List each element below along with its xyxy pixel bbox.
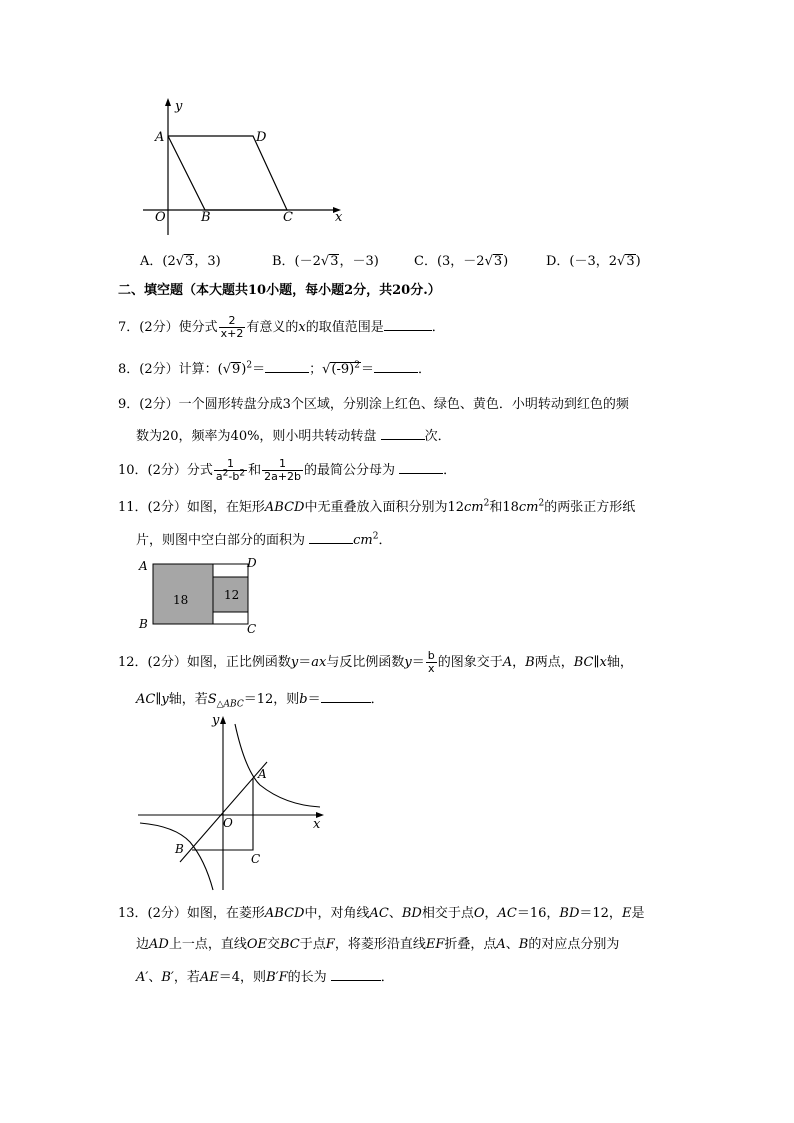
q8-answer-blank-1[interactable] bbox=[265, 360, 309, 373]
label-A: A bbox=[139, 559, 148, 573]
q6-coordinate-figure bbox=[135, 95, 365, 235]
question-11-line-2: 片，则图中空白部分的面积为 $cm^2$． bbox=[136, 531, 392, 548]
label-C: C bbox=[251, 852, 261, 866]
question-13-line-1: 13．(2分）如图，在菱形ABCD中，对角线AC、BD相交于点O，AC＝16，BD＝12，E是 bbox=[118, 906, 645, 921]
y-axis-arrow bbox=[220, 716, 226, 724]
q8-answer-blank-2[interactable] bbox=[374, 360, 418, 373]
label-x: x bbox=[335, 210, 343, 225]
q7-answer-blank[interactable] bbox=[384, 318, 432, 331]
label-y: y bbox=[175, 99, 183, 114]
q10-answer-blank[interactable] bbox=[399, 461, 443, 474]
q6-option-d: D．(－3，2√3) bbox=[546, 254, 641, 269]
q12-answer-blank[interactable] bbox=[321, 690, 371, 703]
question-12-line-2: AC∥y轴，若$S_{\triangle ABC}=12$，则b＝ ． bbox=[136, 692, 384, 710]
label-y: y bbox=[212, 713, 220, 728]
question-8: 8．(2分）计算：$(√9)^2=$ ；$√(-9)^2=$ ． bbox=[118, 360, 431, 377]
question-13-line-2: 边AD上一点，直线OE交BC于点F，将菱形沿直线EF折叠，点A、B的对应点分别为 bbox=[136, 937, 620, 952]
label-O: O bbox=[155, 210, 166, 225]
q9-answer-blank[interactable] bbox=[381, 427, 425, 440]
label-B: B bbox=[139, 617, 148, 631]
label-O: O bbox=[223, 816, 233, 830]
q11-rectangle-figure bbox=[136, 555, 266, 635]
hyperbola-branch-1 bbox=[235, 724, 320, 807]
q13-answer-blank[interactable] bbox=[331, 968, 381, 981]
section-title: 二、填空题（本大题共10小题，每小题2分，共20分.） bbox=[118, 283, 441, 298]
parallelogram-abcd bbox=[168, 136, 287, 210]
q6-option-a: A．(2√3，3) bbox=[140, 254, 221, 269]
label-D: D bbox=[256, 130, 267, 145]
label-A: A bbox=[258, 767, 267, 781]
label-18: 18 bbox=[173, 593, 189, 607]
label-12: 12 bbox=[224, 588, 240, 602]
label-B: B bbox=[201, 210, 211, 225]
question-9-line-2: 数为20，频率为40%，则小明共转动转盘 次． bbox=[136, 429, 451, 444]
q6-option-b: B．(－2√3，－3) bbox=[272, 254, 379, 269]
label-x: x bbox=[313, 817, 321, 832]
question-7: 7．(2分）使分式 $\frac{2}{x+2}$ 有意义的x的取值范围是 ． bbox=[118, 314, 445, 340]
question-12-line-1: 12．(2分）如图，正比例函数y＝ax与反比例函数y＝ $\frac{b}{x}$ 的图象交于A，B两点，BC∥x轴， bbox=[118, 649, 633, 675]
q7-fraction: $\frac{2}{x+2}$ bbox=[220, 314, 244, 340]
q11-answer-blank[interactable] bbox=[309, 531, 353, 544]
q10-fraction-2: $\frac{1}{2a+2b}$ bbox=[264, 457, 302, 483]
question-10: 10．(2分）分式 $\frac{1}{a^2-b^2}$ 和 $\frac{1}{2a+2b}$ 的最简公分母为 ． bbox=[118, 457, 457, 483]
hyperbola-branch-2 bbox=[140, 823, 213, 890]
question-11-line-1: 11．(2分）如图，在矩形ABCD中无重叠放入面积分别为$12cm^2$和$18cm^2$的两张正方形纸 bbox=[118, 498, 636, 515]
q6-option-c: C．(3，－2√3) bbox=[414, 254, 509, 269]
label-C: C bbox=[283, 210, 293, 225]
question-13-line-3: A′、B′，若AE＝4，则B′F的长为 ． bbox=[136, 970, 394, 985]
label-A: A bbox=[155, 130, 165, 145]
q12-fraction: $\frac{b}{x}$ bbox=[427, 649, 435, 675]
label-C: C bbox=[247, 622, 257, 635]
q10-fraction-1: $\frac{1}{a^2-b^2}$ bbox=[215, 457, 246, 483]
y-axis-arrow bbox=[165, 98, 171, 106]
question-9-line-1: 9．(2分）一个圆形转盘分成3个区域，分别涂上红色、绿色、黄色．小明转动到红色的频 bbox=[118, 397, 629, 412]
q12-function-figure bbox=[135, 710, 335, 895]
label-B: B bbox=[175, 842, 184, 856]
label-D: D bbox=[247, 556, 257, 570]
